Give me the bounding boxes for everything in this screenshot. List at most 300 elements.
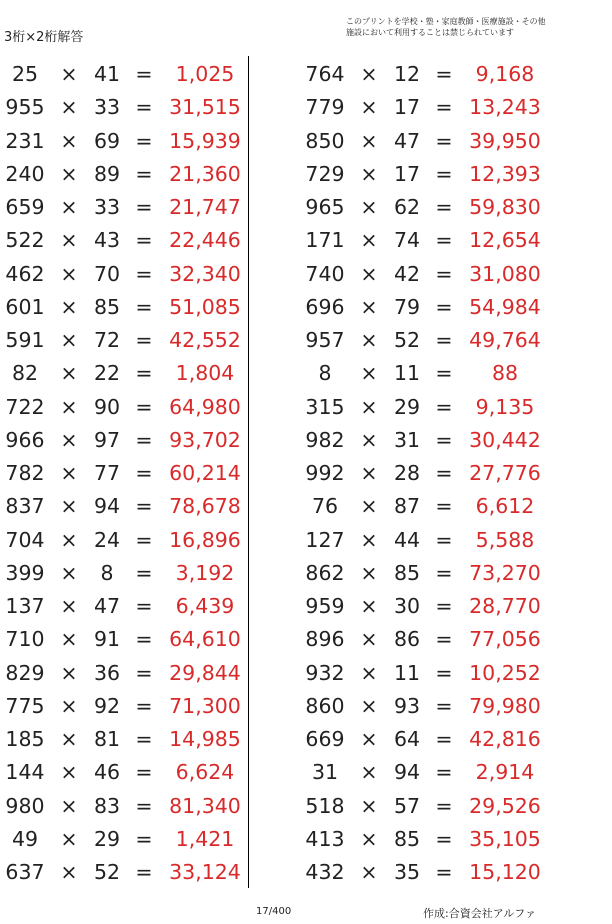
- equals-sign: =: [435, 693, 453, 718]
- equals-sign: =: [435, 826, 453, 851]
- equals-sign: =: [135, 594, 153, 618]
- multiplicand: 696: [305, 294, 345, 319]
- equals-sign: =: [135, 394, 153, 419]
- multiplicand: 959: [305, 594, 345, 618]
- problem-row: [300, 324, 548, 357]
- multiplicand: 729: [305, 161, 345, 186]
- answer: 51,085: [169, 294, 241, 319]
- answer: 42,552: [169, 328, 241, 352]
- equals-sign: =: [135, 826, 153, 851]
- times-sign: ×: [60, 461, 78, 485]
- equals-sign: =: [135, 62, 153, 86]
- problem-row: [0, 58, 248, 91]
- multiplicand: 637: [5, 860, 45, 884]
- multiplier: 74: [393, 228, 421, 253]
- problem-row: [0, 291, 248, 324]
- multiplicand: 992: [305, 461, 345, 485]
- multiplier: 85: [93, 294, 121, 319]
- times-sign: ×: [360, 427, 378, 452]
- answer: 21,747: [169, 195, 241, 219]
- answer: 93,702: [169, 427, 241, 452]
- times-sign: ×: [60, 793, 78, 818]
- problem-row: [300, 557, 548, 590]
- times-sign: ×: [60, 95, 78, 120]
- equals-sign: =: [135, 128, 153, 153]
- problem-row: [300, 58, 548, 91]
- multiplier: 31: [393, 427, 421, 452]
- multiplier: 93: [393, 693, 421, 718]
- multiplicand: 127: [305, 527, 345, 552]
- multiplicand: 740: [305, 261, 345, 286]
- times-sign: ×: [60, 693, 78, 718]
- times-sign: ×: [60, 195, 78, 219]
- problem-row: [0, 258, 248, 291]
- answer: 15,939: [169, 128, 241, 153]
- column-divider: [248, 56, 249, 888]
- multiplier: 35: [393, 860, 421, 884]
- multiplicand: 775: [5, 693, 45, 718]
- problem-row: [0, 623, 248, 656]
- problem-row: [300, 524, 548, 557]
- equals-sign: =: [135, 660, 153, 685]
- multiplicand: 137: [5, 594, 45, 618]
- problem-row: [0, 524, 248, 557]
- multiplier: 43: [93, 228, 121, 253]
- problem-row: [300, 823, 548, 856]
- answer: 16,896: [169, 527, 241, 552]
- problem-row: [0, 391, 248, 424]
- times-sign: ×: [60, 62, 78, 86]
- times-sign: ×: [60, 261, 78, 286]
- problem-row: [0, 91, 248, 124]
- equals-sign: =: [435, 427, 453, 452]
- multiplicand: 432: [305, 860, 345, 884]
- right-problem-column: [300, 58, 548, 889]
- multiplicand: 764: [305, 62, 345, 86]
- multiplier: 86: [393, 627, 421, 652]
- equals-sign: =: [435, 195, 453, 219]
- multiplier: 81: [93, 727, 121, 751]
- times-sign: ×: [60, 427, 78, 452]
- problem-row: [300, 191, 548, 224]
- equals-sign: =: [135, 328, 153, 352]
- equals-sign: =: [135, 161, 153, 186]
- equals-sign: =: [135, 627, 153, 652]
- multiplier: 69: [93, 128, 121, 153]
- answer: 27,776: [469, 461, 541, 485]
- times-sign: ×: [60, 760, 78, 785]
- answer: 6,439: [175, 594, 235, 618]
- multiplicand: 49: [11, 826, 39, 851]
- equals-sign: =: [435, 727, 453, 751]
- multiplier: 30: [393, 594, 421, 618]
- multiplier: 85: [393, 560, 421, 585]
- multiplicand: 669: [305, 727, 345, 751]
- multiplicand: 850: [305, 128, 345, 153]
- problem-row: [0, 125, 248, 158]
- answer: 6,612: [475, 494, 535, 519]
- equals-sign: =: [135, 760, 153, 785]
- equals-sign: =: [435, 328, 453, 352]
- problem-row: [0, 657, 248, 690]
- equals-sign: =: [135, 361, 153, 386]
- multiplier: 62: [393, 195, 421, 219]
- equals-sign: =: [435, 560, 453, 585]
- problem-row: [0, 224, 248, 257]
- equals-sign: =: [435, 627, 453, 652]
- problem-row: [0, 756, 248, 789]
- problem-row: [300, 657, 548, 690]
- times-sign: ×: [60, 727, 78, 751]
- multiplicand: 231: [5, 128, 45, 153]
- left-problem-column: [0, 58, 248, 889]
- multiplier: 83: [93, 793, 121, 818]
- times-sign: ×: [60, 826, 78, 851]
- times-sign: ×: [360, 62, 378, 86]
- problem-row: [300, 790, 548, 823]
- answer: 30,442: [469, 427, 541, 452]
- problem-row: [300, 457, 548, 490]
- equals-sign: =: [135, 461, 153, 485]
- problem-row: [0, 424, 248, 457]
- answer: 9,168: [475, 62, 535, 86]
- equals-sign: =: [435, 494, 453, 519]
- equals-sign: =: [135, 560, 153, 585]
- multiplier: 17: [393, 161, 421, 186]
- multiplicand: 722: [5, 394, 45, 419]
- problem-row: [300, 291, 548, 324]
- multiplier: 22: [93, 361, 121, 386]
- equals-sign: =: [435, 294, 453, 319]
- answer: 13,243: [469, 95, 541, 120]
- equals-sign: =: [135, 793, 153, 818]
- problem-row: [0, 590, 248, 623]
- problem-row: [0, 158, 248, 191]
- problem-row: [300, 391, 548, 424]
- multiplier: 36: [93, 660, 121, 685]
- equals-sign: =: [435, 62, 453, 86]
- multiplier: 24: [93, 527, 121, 552]
- answer: 78,678: [169, 494, 241, 519]
- times-sign: ×: [360, 394, 378, 419]
- times-sign: ×: [360, 760, 378, 785]
- times-sign: ×: [360, 95, 378, 120]
- answer: 39,950: [469, 128, 541, 153]
- equals-sign: =: [435, 361, 453, 386]
- answer: 9,135: [475, 394, 535, 419]
- problem-row: [0, 191, 248, 224]
- problem-row: [0, 790, 248, 823]
- equals-sign: =: [135, 494, 153, 519]
- problem-row: [300, 158, 548, 191]
- times-sign: ×: [60, 860, 78, 884]
- equals-sign: =: [435, 527, 453, 552]
- multiplicand: 932: [305, 660, 345, 685]
- multiplier: 94: [93, 494, 121, 519]
- multiplicand: 601: [5, 294, 45, 319]
- multiplicand: 518: [305, 793, 345, 818]
- times-sign: ×: [60, 161, 78, 186]
- multiplicand: 659: [5, 195, 45, 219]
- multiplier: 42: [393, 261, 421, 286]
- multiplicand: 957: [305, 328, 345, 352]
- answer: 71,300: [169, 693, 241, 718]
- multiplier: 33: [93, 195, 121, 219]
- times-sign: ×: [60, 294, 78, 319]
- times-sign: ×: [360, 228, 378, 253]
- multiplier: 47: [93, 594, 121, 618]
- answer: 60,214: [169, 461, 241, 485]
- times-sign: ×: [60, 128, 78, 153]
- equals-sign: =: [135, 427, 153, 452]
- multiplier: 44: [393, 527, 421, 552]
- answer: 29,526: [469, 793, 541, 818]
- problem-row: [300, 690, 548, 723]
- multiplicand: 782: [5, 461, 45, 485]
- multiplicand: 779: [305, 95, 345, 120]
- equals-sign: =: [135, 693, 153, 718]
- multiplier: 17: [393, 95, 421, 120]
- multiplier: 85: [393, 826, 421, 851]
- times-sign: ×: [360, 727, 378, 751]
- multiplicand: 829: [5, 660, 45, 685]
- answer: 49,764: [469, 328, 541, 352]
- equals-sign: =: [435, 128, 453, 153]
- times-sign: ×: [60, 394, 78, 419]
- problem-row: [0, 690, 248, 723]
- times-sign: ×: [360, 793, 378, 818]
- multiplier: 11: [393, 660, 421, 685]
- problem-row: [300, 125, 548, 158]
- equals-sign: =: [435, 161, 453, 186]
- multiplicand: 965: [305, 195, 345, 219]
- multiplier: 29: [93, 826, 121, 851]
- times-sign: ×: [360, 860, 378, 884]
- answer: 28,770: [469, 594, 541, 618]
- equals-sign: =: [135, 195, 153, 219]
- multiplier: 79: [393, 294, 421, 319]
- times-sign: ×: [60, 228, 78, 253]
- problem-row: [300, 590, 548, 623]
- times-sign: ×: [360, 560, 378, 585]
- answer: 1,421: [175, 826, 235, 851]
- multiplicand: 171: [305, 228, 345, 253]
- answer: 29,844: [169, 660, 241, 685]
- times-sign: ×: [60, 527, 78, 552]
- multiplicand: 704: [5, 527, 45, 552]
- times-sign: ×: [60, 594, 78, 618]
- times-sign: ×: [360, 594, 378, 618]
- equals-sign: =: [435, 760, 453, 785]
- multiplier: 47: [393, 128, 421, 153]
- answer: 12,393: [469, 161, 541, 186]
- multiplicand: 25: [11, 62, 39, 86]
- answer: 21,360: [169, 161, 241, 186]
- answer: 64,610: [169, 627, 241, 652]
- multiplier: 89: [93, 161, 121, 186]
- problem-row: [300, 424, 548, 457]
- multiplier: 91: [93, 627, 121, 652]
- page-number: 17/400: [256, 906, 292, 917]
- times-sign: ×: [360, 693, 378, 718]
- answer: 35,105: [469, 826, 541, 851]
- multiplier: 90: [93, 394, 121, 419]
- usage-notice-line-2: 施設において利用することは禁じられています: [346, 28, 514, 37]
- equals-sign: =: [135, 860, 153, 884]
- equals-sign: =: [135, 95, 153, 120]
- answer: 31,515: [169, 95, 241, 120]
- multiplicand: 31: [311, 760, 339, 785]
- multiplicand: 413: [305, 826, 345, 851]
- problem-row: [0, 490, 248, 523]
- usage-notice: [346, 16, 546, 38]
- problem-row: [300, 756, 548, 789]
- multiplier: 72: [93, 328, 121, 352]
- times-sign: ×: [360, 627, 378, 652]
- problem-row: [300, 91, 548, 124]
- times-sign: ×: [60, 361, 78, 386]
- multiplicand: 896: [305, 627, 345, 652]
- multiplier: 46: [93, 760, 121, 785]
- answer: 2,914: [475, 760, 535, 785]
- answer: 31,080: [469, 261, 541, 286]
- multiplier: 77: [93, 461, 121, 485]
- multiplier: 64: [393, 727, 421, 751]
- times-sign: ×: [60, 328, 78, 352]
- answer: 22,446: [169, 228, 241, 253]
- times-sign: ×: [60, 627, 78, 652]
- answer: 1,804: [175, 361, 235, 386]
- answer: 3,192: [175, 560, 235, 585]
- answer: 88: [491, 361, 519, 386]
- multiplier: 52: [93, 860, 121, 884]
- multiplicand: 185: [5, 727, 45, 751]
- answer: 12,654: [469, 228, 541, 253]
- multiplier: 92: [93, 693, 121, 718]
- equals-sign: =: [135, 294, 153, 319]
- problem-row: [0, 357, 248, 390]
- multiplier: 97: [93, 427, 121, 452]
- multiplier: 41: [93, 62, 121, 86]
- multiplicand: 76: [311, 494, 339, 519]
- problem-row: [300, 258, 548, 291]
- problem-row: [0, 324, 248, 357]
- times-sign: ×: [360, 161, 378, 186]
- equals-sign: =: [435, 860, 453, 884]
- answer: 42,816: [469, 727, 541, 751]
- answer: 32,340: [169, 261, 241, 286]
- problem-row: [0, 823, 248, 856]
- multiplier: 57: [393, 793, 421, 818]
- times-sign: ×: [360, 195, 378, 219]
- equals-sign: =: [135, 261, 153, 286]
- times-sign: ×: [360, 494, 378, 519]
- times-sign: ×: [60, 560, 78, 585]
- multiplicand: 837: [5, 494, 45, 519]
- multiplicand: 862: [305, 560, 345, 585]
- multiplier: 29: [393, 394, 421, 419]
- multiplicand: 399: [5, 560, 45, 585]
- problem-row: [300, 723, 548, 756]
- answer: 5,588: [475, 527, 535, 552]
- multiplicand: 315: [305, 394, 345, 419]
- multiplier: 33: [93, 95, 121, 120]
- answer: 14,985: [169, 727, 241, 751]
- answer: 59,830: [469, 195, 541, 219]
- answer: 33,124: [169, 860, 241, 884]
- answer: 6,624: [175, 760, 235, 785]
- problem-row: [0, 856, 248, 889]
- equals-sign: =: [135, 228, 153, 253]
- multiplicand: 522: [5, 228, 45, 253]
- times-sign: ×: [360, 128, 378, 153]
- multiplicand: 955: [5, 95, 45, 120]
- multiplicand: 710: [5, 627, 45, 652]
- multiplicand: 462: [5, 261, 45, 286]
- times-sign: ×: [360, 328, 378, 352]
- multiplier: 8: [100, 560, 114, 585]
- problem-row: [300, 490, 548, 523]
- equals-sign: =: [435, 95, 453, 120]
- multiplicand: 82: [11, 361, 39, 386]
- multiplier: 94: [393, 760, 421, 785]
- multiplicand: 8: [318, 361, 332, 386]
- problem-row: [300, 623, 548, 656]
- multiplicand: 982: [305, 427, 345, 452]
- multiplicand: 591: [5, 328, 45, 352]
- equals-sign: =: [435, 261, 453, 286]
- equals-sign: =: [135, 727, 153, 751]
- answer: 81,340: [169, 793, 241, 818]
- answer: 73,270: [469, 560, 541, 585]
- times-sign: ×: [360, 261, 378, 286]
- multiplier: 70: [93, 261, 121, 286]
- multiplier: 52: [393, 328, 421, 352]
- answer: 15,120: [469, 860, 541, 884]
- equals-sign: =: [435, 660, 453, 685]
- multiplier: 11: [393, 361, 421, 386]
- worksheet-title: 3桁×2桁解答: [4, 30, 84, 45]
- equals-sign: =: [435, 461, 453, 485]
- problem-row: [300, 357, 548, 390]
- problem-row: [0, 457, 248, 490]
- answer: 79,980: [469, 693, 541, 718]
- multiplier: 28: [393, 461, 421, 485]
- problem-row: [0, 723, 248, 756]
- problem-row: [0, 557, 248, 590]
- author-credit: 作成:合資会社アルファ: [423, 907, 537, 920]
- answer: 77,056: [469, 627, 541, 652]
- answer: 54,984: [469, 294, 541, 319]
- times-sign: ×: [360, 660, 378, 685]
- multiplicand: 860: [305, 693, 345, 718]
- times-sign: ×: [360, 527, 378, 552]
- answer: 10,252: [469, 660, 541, 685]
- equals-sign: =: [135, 527, 153, 552]
- multiplicand: 240: [5, 161, 45, 186]
- multiplicand: 966: [5, 427, 45, 452]
- answer: 64,980: [169, 394, 241, 419]
- times-sign: ×: [60, 494, 78, 519]
- multiplier: 12: [393, 62, 421, 86]
- multiplicand: 980: [5, 793, 45, 818]
- multiplicand: 144: [5, 760, 45, 785]
- answer: 1,025: [175, 62, 235, 86]
- problem-row: [300, 224, 548, 257]
- times-sign: ×: [360, 361, 378, 386]
- problem-row: [300, 856, 548, 889]
- equals-sign: =: [435, 228, 453, 253]
